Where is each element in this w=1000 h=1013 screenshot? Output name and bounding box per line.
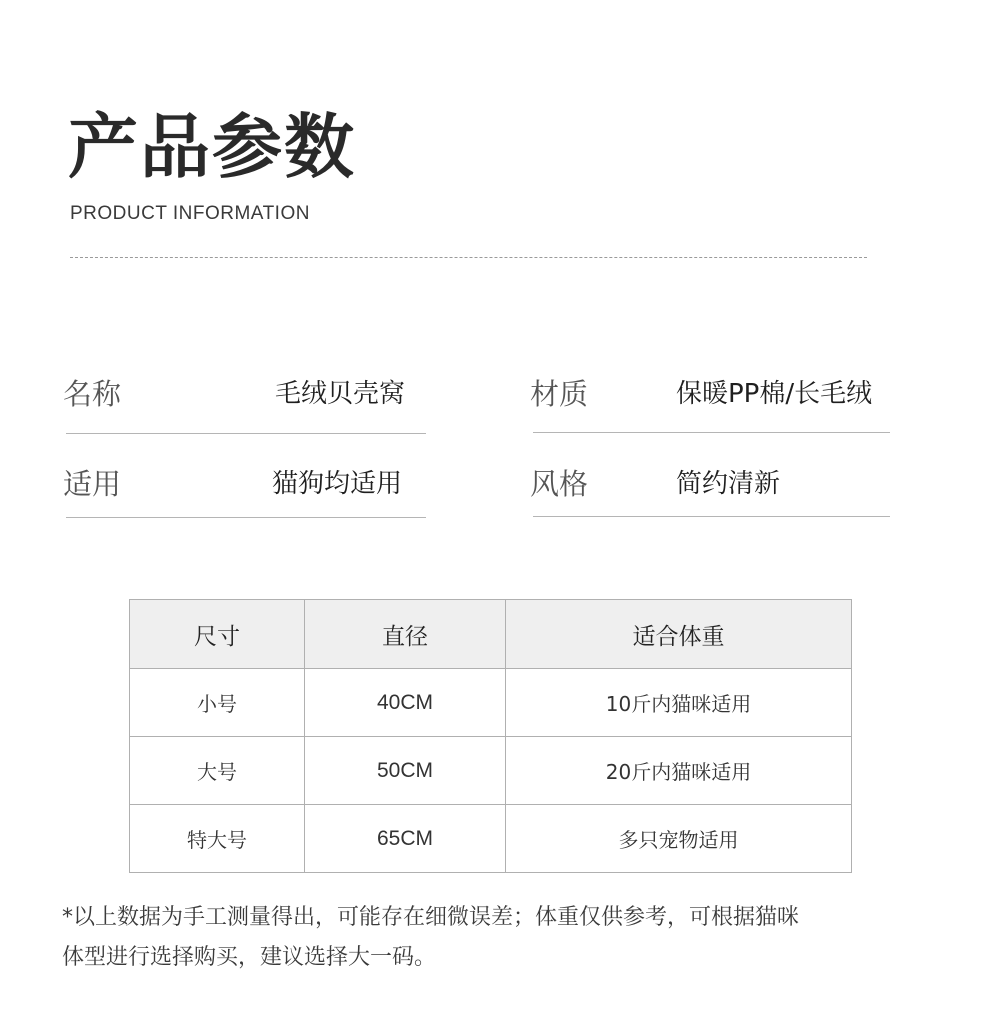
weight-cell: 多只宠物适用 <box>506 805 852 873</box>
page-subtitle: PRODUCT INFORMATION <box>70 203 310 224</box>
dashed-divider <box>70 257 867 258</box>
param-value: 猫狗均适用 <box>272 469 403 499</box>
param-label: 材质 <box>530 377 589 411</box>
diameter-cell: 50CM <box>305 737 506 805</box>
param-label: 风格 <box>530 467 589 501</box>
param-underline <box>66 517 426 518</box>
table-row <box>130 737 852 805</box>
param-label: 名称 <box>63 377 122 411</box>
column-header-diameter: 直径 <box>305 600 506 669</box>
size-cell: 大号 <box>130 737 305 805</box>
table-row <box>130 669 852 737</box>
param-material <box>530 377 892 440</box>
param-underline <box>533 516 890 517</box>
table-header-row <box>130 600 852 669</box>
param-value: 毛绒贝壳窝 <box>275 379 406 409</box>
note-line: 体型进行选择购买，建议选择大一码。 <box>62 945 437 970</box>
size-cell: 小号 <box>130 669 305 737</box>
param-style <box>530 467 892 530</box>
size-cell: 特大号 <box>130 805 305 873</box>
param-value: 简约清新 <box>676 469 781 499</box>
param-applicable <box>63 467 428 530</box>
weight-cell: 10斤内猫咪适用 <box>506 669 852 737</box>
column-header-weight: 适合体重 <box>506 600 852 669</box>
diameter-cell: 65CM <box>305 805 506 873</box>
diameter-cell: 40CM <box>305 669 506 737</box>
param-value: 保暖PP棉/长毛绒 <box>676 379 873 409</box>
table-row <box>130 805 852 873</box>
param-name <box>63 377 428 440</box>
weight-cell: 20斤内猫咪适用 <box>506 737 852 805</box>
param-underline <box>66 433 426 434</box>
page-title: 产品参数 <box>68 106 356 188</box>
param-underline <box>533 432 890 433</box>
param-label: 适用 <box>63 467 122 501</box>
note-line: *以上数据为手工测量得出，可能存在细微误差；体重仅供参考，可根据猫咪 <box>62 905 800 930</box>
size-table <box>129 599 852 873</box>
disclaimer-note <box>62 898 942 978</box>
column-header-size: 尺寸 <box>130 600 305 669</box>
